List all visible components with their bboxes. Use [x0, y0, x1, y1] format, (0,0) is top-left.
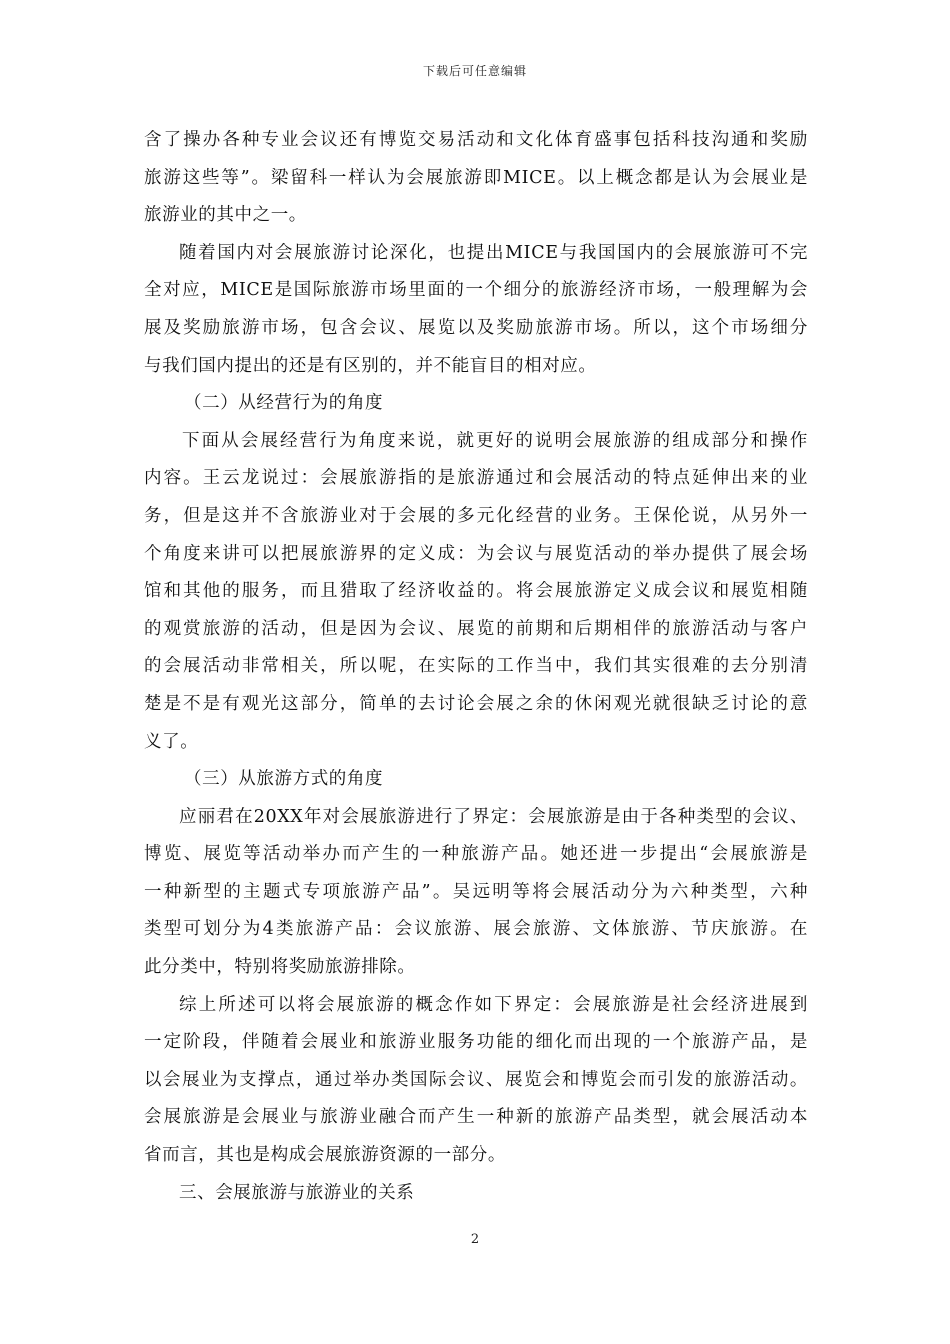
- text-line: 一定阶段，伴随着会展业和旅游业服务功能的细化而出现的一个旅游产品，是: [144, 1032, 808, 1053]
- text-line: 类型可划分为4类旅游产品：会议旅游、展会旅游、文体旅游、节庆旅游。在: [144, 919, 808, 940]
- text-line: 博览、展览等活动举办而产生的一种旅游产品。她还进一步提出“会展旅游是: [144, 844, 808, 865]
- section-heading: 三、会展旅游与旅游业的关系: [179, 1182, 415, 1203]
- text-line: 义了。: [144, 731, 199, 752]
- text-line: 旅游业的其中之一。: [144, 205, 307, 226]
- text-line: 展及奖励旅游市场，包含会议、展览以及奖励旅游市场。所以，这个市场细分: [144, 317, 808, 338]
- text-line: 个角度来讲可以把展旅游界的定义成：为会议与展览活动的举办提供了展会场: [144, 543, 808, 564]
- section-heading: （三）从旅游方式的角度: [184, 769, 384, 790]
- text-line: 会展旅游是会展业与旅游业融合而产生一种新的旅游产品类型，就会展活动本: [144, 1107, 808, 1128]
- text-line: 内容。王云龙说过：会展旅游指的是旅游通过和会展活动的特点延伸出来的业: [144, 468, 808, 489]
- page-header: 下载后可任意编辑: [422, 64, 527, 78]
- text-line: 一种新型的主题式专项旅游产品”。吴远明等将会展活动分为六种类型，六种: [144, 881, 808, 902]
- text-line: 旅游这些等”。梁留科一样认为会展旅游即MICE。以上概念都是认为会展业是: [144, 167, 808, 188]
- text-line: 馆和其他的服务，而且猎取了经济收益的。将会展旅游定义成会议和展览相随: [144, 581, 808, 602]
- paragraph-first-line: 应丽君在20XX年对会展旅游进行了界定：会展旅游是由于各种类型的会议、: [179, 806, 808, 827]
- text-line: 以会展业为支撑点，通过举办类国际会议、展览会和博览会而引发的旅游活动。: [144, 1069, 808, 1090]
- text-line: 此分类中，特别将奖励旅游排除。: [144, 957, 416, 978]
- text-line: 全对应，MICE是国际旅游市场里面的一个细分的旅游经济市场，一般理解为会: [144, 280, 808, 301]
- body-text: [144, 122, 808, 1212]
- section-heading: （二）从经营行为的角度: [184, 393, 384, 414]
- paragraph-first-line: 综上所述可以将会展旅游的概念作如下界定：会展旅游是社会经济进展到: [179, 994, 808, 1015]
- text-line: 的观赏旅游的活动，但是因为会议、展览的前期和后期相伴的旅游活动与客户: [144, 618, 808, 639]
- paragraph-first-line: 下面从会展经营行为角度来说，就更好的说明会展旅游的组成部分和操作: [182, 430, 808, 451]
- text-line: 与我们国内提出的还是有区别的，并不能盲目的相对应。: [144, 355, 597, 376]
- text-line: 含了操办各种专业会议还有博览交易活动和文化体育盛事包括科技沟通和奖励: [144, 130, 808, 150]
- text-line: 省而言，其也是构成会展旅游资源的一部分。: [144, 1145, 506, 1166]
- text-line: 楚是不是有观光这部分，简单的去讨论会展之余的休闲观光就很缺乏讨论的意: [144, 693, 808, 714]
- text-line: 的会展活动非常相关，所以呢，在实际的工作当中，我们其实很难的去分别清: [144, 656, 808, 677]
- paragraph-first-line: 随着国内对会展旅游讨论深化，也提出MICE与我国国内的会展旅游可不完: [179, 242, 808, 263]
- text-line: 务，但是这并不含旅游业对于会展的多元化经营的业务。王保伦说，从另外一: [144, 505, 808, 526]
- page-number: 2: [470, 1232, 480, 1247]
